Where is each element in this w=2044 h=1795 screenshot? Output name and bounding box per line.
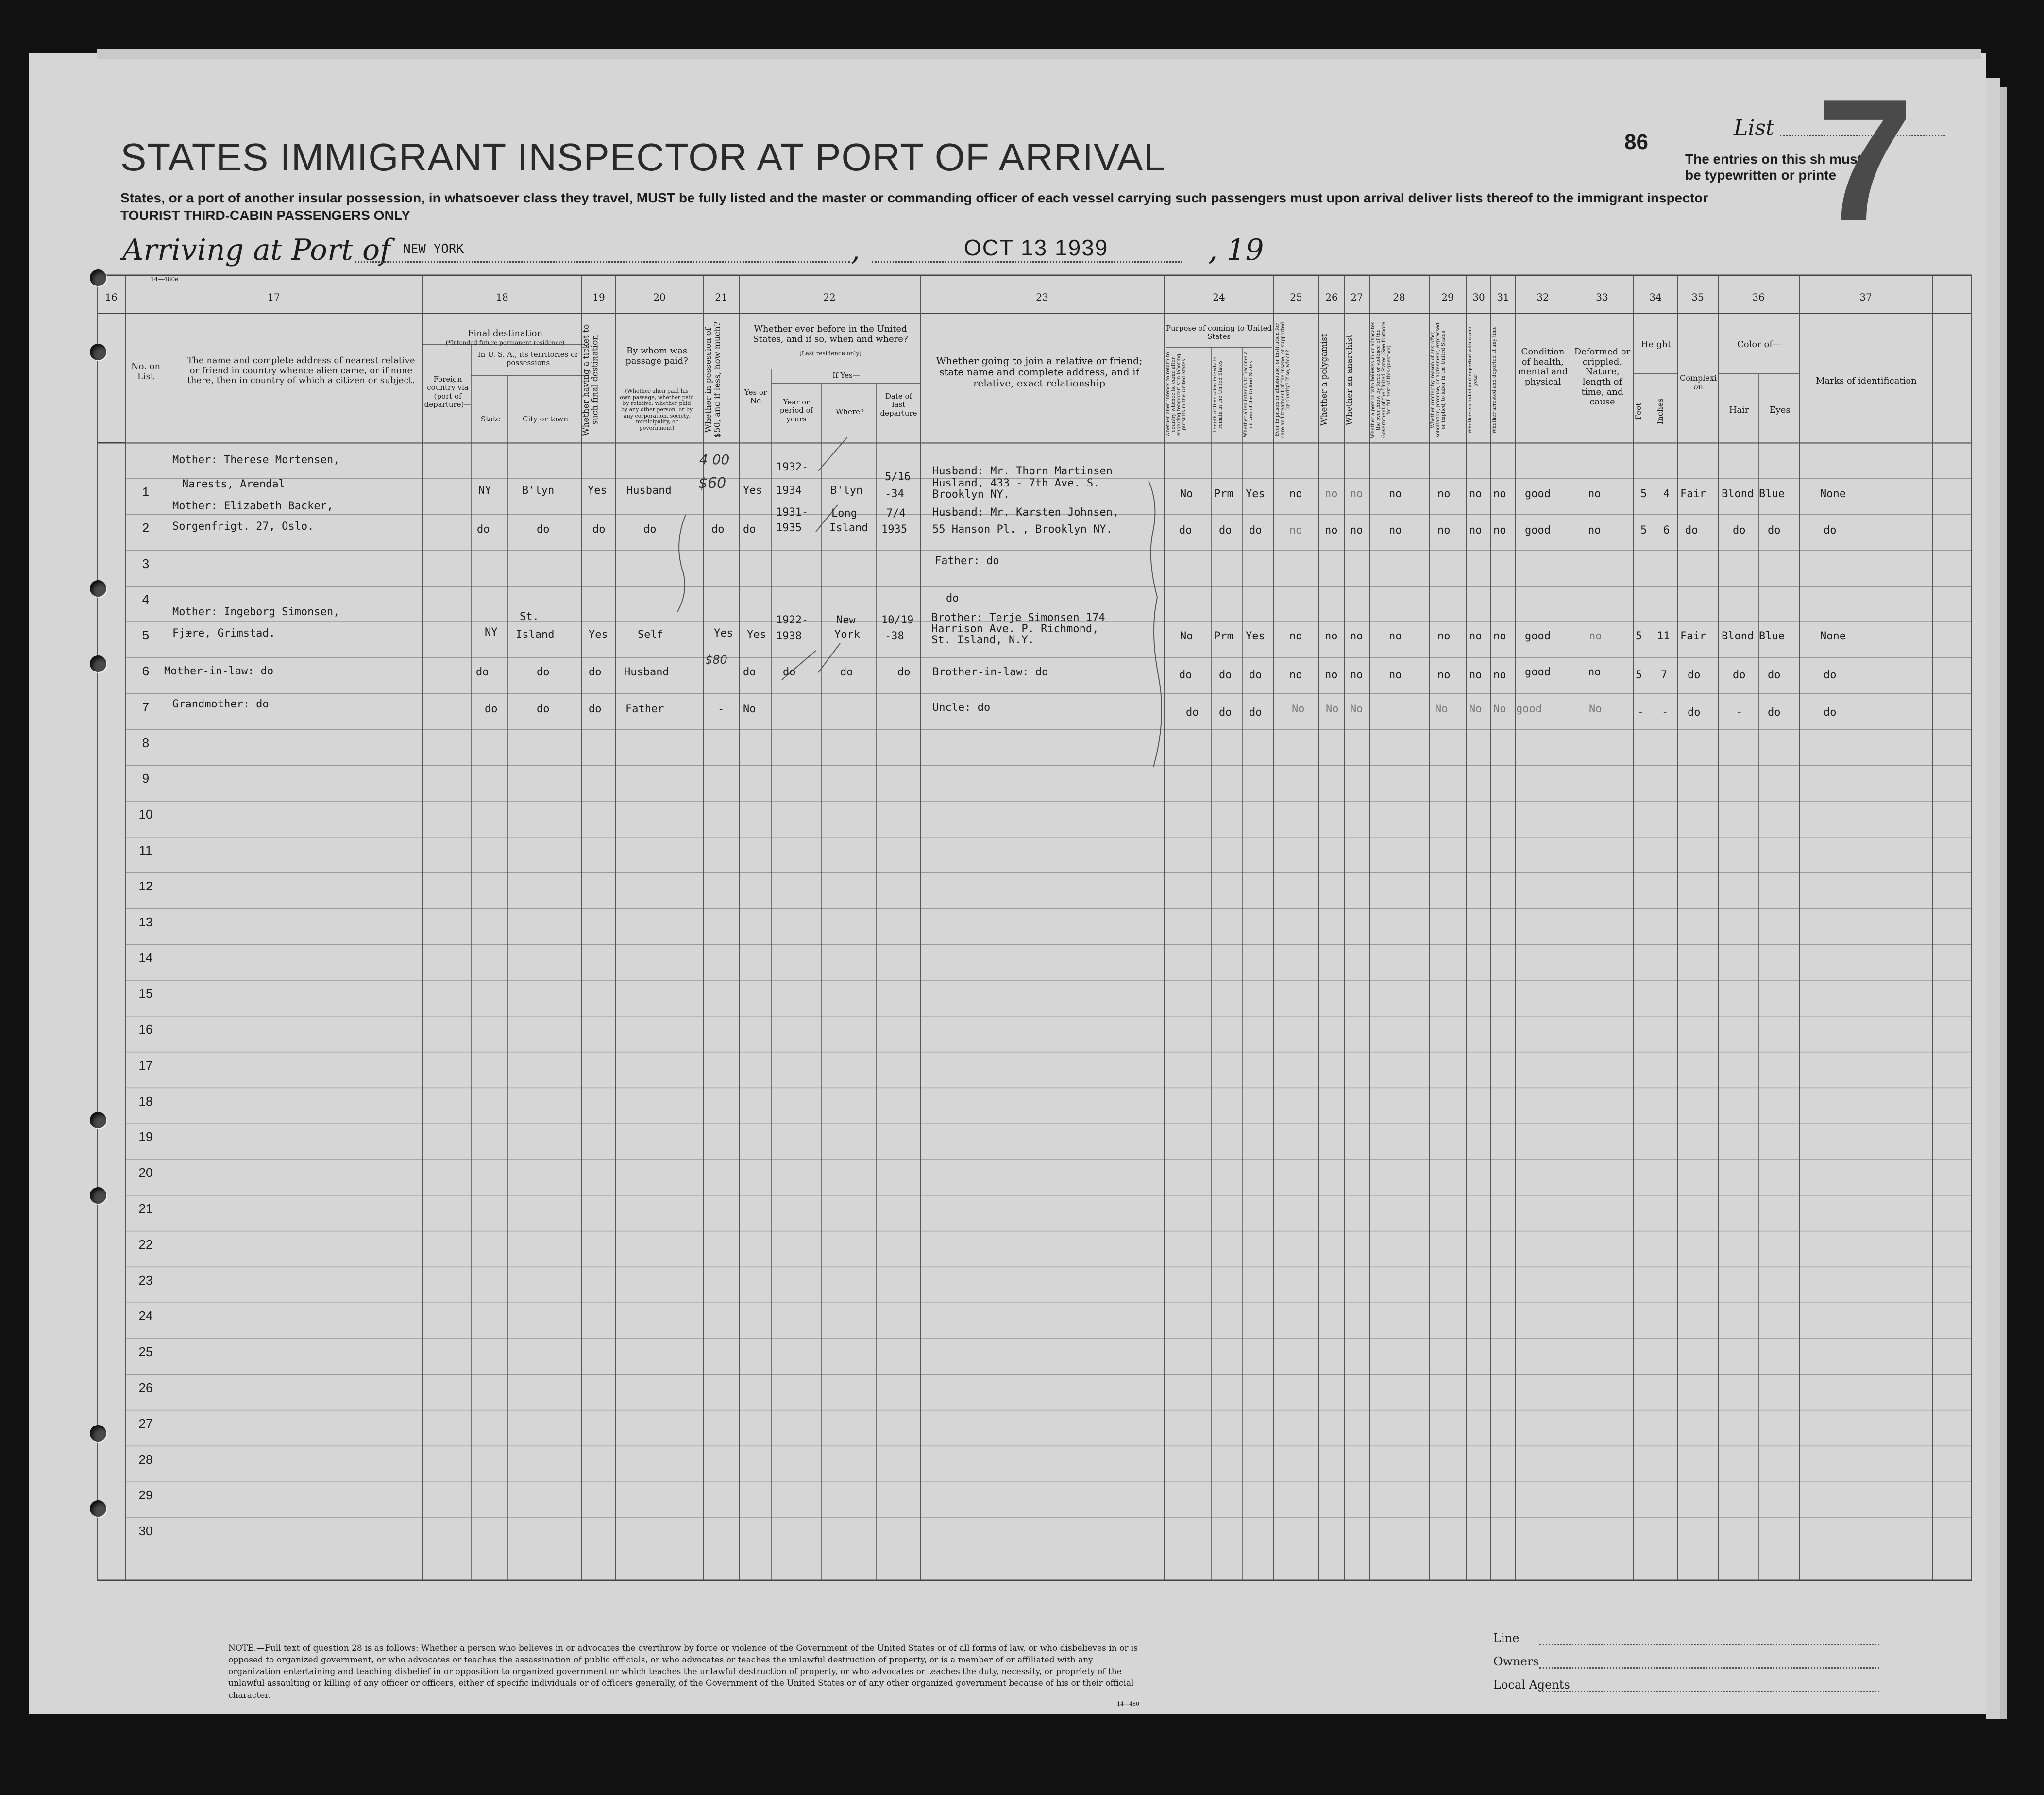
row7-state: do bbox=[485, 703, 498, 715]
row2-c31: no bbox=[1493, 524, 1506, 537]
row1-feet: 5 bbox=[1640, 488, 1647, 500]
row5-year-a: 1922- bbox=[776, 614, 809, 626]
row1-deformed: no bbox=[1588, 488, 1601, 500]
row5-relative-name: Mother: Ingeborg Simonsen, bbox=[172, 606, 340, 618]
row6-c27: no bbox=[1350, 669, 1363, 681]
row1-state: NY bbox=[478, 485, 491, 497]
col18-usa-header: In U. S. A., its territories or possessions bbox=[477, 350, 579, 368]
line-label: Line bbox=[1493, 1631, 1520, 1645]
row2-c30: no bbox=[1469, 524, 1482, 537]
binder-hole bbox=[90, 1500, 106, 1517]
binder-hole bbox=[90, 580, 106, 597]
row2-health: good bbox=[1525, 524, 1551, 537]
row2-c27: no bbox=[1350, 524, 1363, 537]
col19-header: Whether having a ticket to such final destination bbox=[581, 324, 600, 436]
row7-feet: - bbox=[1638, 706, 1644, 719]
row2-length: do bbox=[1219, 524, 1232, 537]
col22-header: Whether ever before in the United States, and if so, when and where? bbox=[753, 324, 908, 344]
row5-health: good bbox=[1525, 630, 1551, 642]
col24a-header: Whether alien intends to return to country whence he came after engaging temporarily in laboring pursuits in the United States bbox=[1166, 352, 1187, 437]
binder-hole bbox=[90, 1187, 106, 1204]
column-number: 37 bbox=[1859, 291, 1872, 303]
row2-date-a: 7/4 bbox=[886, 507, 906, 520]
col22-where-header: Where? bbox=[835, 407, 864, 416]
row-number: 12 bbox=[138, 878, 153, 893]
row5-date-a: 10/19 bbox=[881, 614, 914, 626]
row-number: 20 bbox=[138, 1165, 153, 1180]
column-number: 20 bbox=[653, 291, 666, 303]
row2-c29: no bbox=[1437, 524, 1451, 537]
row2-where-a: Long bbox=[831, 507, 857, 520]
row1-marks: None bbox=[1820, 488, 1846, 500]
row5-money: Yes bbox=[714, 627, 733, 639]
binder-hole bbox=[90, 655, 106, 672]
row-number: 14 bbox=[138, 950, 153, 965]
row7-marks: do bbox=[1824, 706, 1837, 719]
row5-date-b: -38 bbox=[885, 630, 904, 642]
row5-feet: 5 bbox=[1636, 630, 1642, 642]
col18-city-header: City or town bbox=[522, 415, 569, 423]
row-number: 3 bbox=[142, 556, 150, 571]
row6-complexion: do bbox=[1688, 669, 1701, 681]
row5-marks: None bbox=[1820, 630, 1846, 642]
row6-c26: no bbox=[1325, 669, 1338, 681]
col22-note: (Last residence only) bbox=[799, 350, 862, 357]
row1-year-b: 1934 bbox=[776, 485, 802, 497]
row5-length: Prm bbox=[1214, 630, 1233, 642]
row6-before: do bbox=[743, 666, 756, 678]
col24b-header: Length of time alien intends to remain in the United States bbox=[1213, 356, 1223, 433]
row-number: 15 bbox=[138, 986, 153, 1001]
row7-paid-by: Father bbox=[625, 703, 664, 715]
row6-year: do bbox=[783, 666, 796, 678]
row5-purpose: No bbox=[1180, 630, 1193, 642]
row2-year-b: 1935 bbox=[776, 522, 802, 534]
binder-hole bbox=[90, 1112, 106, 1128]
row7-complexion: do bbox=[1688, 706, 1701, 719]
row7-c30: No bbox=[1469, 703, 1482, 715]
row7-c25: No bbox=[1292, 703, 1305, 715]
col21-header: Whether in possession of $50, and if less, how much? bbox=[704, 321, 723, 438]
row7-c29: No bbox=[1435, 703, 1448, 715]
row1-joining-b: Husland, 433 - 7th Ave. S. bbox=[932, 477, 1100, 489]
col29-header: Whether coming by reason of any offer, solicitation, promise, or agreement, expressed or implied, to labor in the United States bbox=[1430, 322, 1446, 437]
column-number: 30 bbox=[1472, 291, 1485, 303]
row2-citizen: do bbox=[1249, 524, 1262, 537]
row5-citizen: Yes bbox=[1246, 630, 1265, 642]
col23-header: Whether going to join a relative or friend; state name and complete address, and if relative, exact relationship bbox=[936, 355, 1143, 389]
row2-complexion: do bbox=[1685, 524, 1698, 537]
row6-ticket: do bbox=[589, 666, 602, 678]
row2-eyes: do bbox=[1768, 524, 1781, 537]
row2-relative-name: Mother: Elizabeth Backer, bbox=[172, 500, 334, 512]
footer-form-number: 14—480 bbox=[1117, 1701, 1139, 1707]
row5-joining-b: Harrison Ave. P. Richmond, bbox=[931, 623, 1099, 635]
col36-hair-header: Hair bbox=[1729, 405, 1749, 415]
row2-c28: no bbox=[1389, 524, 1402, 537]
col22-date-header: Date of last departure bbox=[880, 392, 917, 418]
column-number: 25 bbox=[1290, 291, 1302, 303]
row1-date-a: 5/16 bbox=[885, 471, 911, 483]
col20-note: (Whether alien paid his own passage, whether paid by relative, whether paid by any other person, or by any corporation, society, municipality, or government) bbox=[620, 388, 694, 431]
row-number: 17 bbox=[138, 1057, 153, 1073]
binder-hole bbox=[90, 344, 106, 360]
column-number: 26 bbox=[1325, 291, 1338, 303]
row6-date: do bbox=[897, 666, 911, 678]
row6-c29: no bbox=[1437, 669, 1451, 681]
row6-city: do bbox=[537, 666, 550, 678]
row2-marks: do bbox=[1824, 524, 1837, 537]
row2-feet: 5 bbox=[1640, 524, 1647, 537]
row5-relative-address: Fjære, Grimstad. bbox=[172, 627, 275, 639]
row-number: 2 bbox=[142, 520, 150, 535]
column-number: 24 bbox=[1213, 291, 1225, 303]
row1-citizen: Yes bbox=[1246, 488, 1265, 500]
row6-marks: do bbox=[1824, 669, 1837, 681]
column-number: 16 bbox=[105, 291, 118, 303]
row6-paid-by: Husband bbox=[624, 666, 669, 678]
binder-hole bbox=[90, 269, 106, 286]
row6-length: do bbox=[1219, 669, 1232, 681]
row1-eyes: Blue bbox=[1759, 488, 1785, 500]
row2-year-a: 1931- bbox=[776, 506, 809, 519]
row1-c25: no bbox=[1289, 488, 1302, 500]
row6-hair: do bbox=[1733, 669, 1746, 681]
year-prefix: , 19 bbox=[1208, 233, 1264, 267]
col18-header: Final destination bbox=[467, 328, 543, 338]
row2-state: do bbox=[477, 523, 490, 536]
row5-state: NY bbox=[485, 626, 498, 638]
row1-relative-name: Mother: Therese Mortensen, bbox=[172, 454, 340, 466]
agents-label: Local Agents bbox=[1493, 1678, 1570, 1692]
col36-eyes-header: Eyes bbox=[1769, 405, 1791, 415]
row7-health: good bbox=[1516, 703, 1542, 715]
row5-c27: no bbox=[1350, 630, 1363, 642]
passenger-class-text: TOURIST THIRD-CABIN PASSENGERS ONLY bbox=[120, 208, 410, 223]
row7-deformed: No bbox=[1589, 703, 1602, 715]
row5-year-b: 1938 bbox=[776, 630, 802, 642]
form-number: 14—480e bbox=[151, 276, 179, 283]
list-number: 7 bbox=[1816, 63, 1914, 258]
row6-state: do bbox=[476, 666, 489, 678]
row5-complexion: Fair bbox=[1680, 630, 1706, 642]
col16-header: No. on List bbox=[131, 361, 161, 382]
column-number: 22 bbox=[823, 291, 836, 303]
column-number: 29 bbox=[1441, 291, 1454, 303]
row6-where: do bbox=[840, 666, 853, 678]
row7-purpose: do bbox=[1186, 706, 1199, 719]
row1-paid-by: Husband bbox=[626, 485, 672, 497]
row2-paid-by: do bbox=[643, 523, 657, 536]
col17-header: The name and complete address of nearest relative or friend in country whence alien came, or if none there, then in country of which a citizen or subject. bbox=[187, 355, 415, 386]
col18-state-header: State bbox=[480, 415, 501, 423]
row7-hair: - bbox=[1736, 706, 1743, 719]
row1-before: Yes bbox=[743, 485, 762, 497]
column-number: 21 bbox=[715, 291, 727, 303]
binder-hole bbox=[90, 1425, 106, 1442]
col22-ifyes-header: If Yes— bbox=[832, 371, 860, 380]
row1-joining-c: Brooklyn NY. bbox=[932, 488, 1010, 501]
row-number: 22 bbox=[138, 1237, 153, 1252]
row1-joining-a: Husband: Mr. Thorn Martinsen bbox=[932, 465, 1113, 477]
row-number: 6 bbox=[142, 664, 150, 678]
row5-city-b: Island bbox=[516, 629, 555, 641]
row-number: 25 bbox=[138, 1344, 153, 1359]
row5-inches: 11 bbox=[1657, 630, 1670, 642]
row2-where-b: Island bbox=[829, 522, 868, 534]
column-number: 36 bbox=[1752, 291, 1765, 303]
column-number: 17 bbox=[268, 291, 280, 303]
col24c-header: Whether alien intends to become a citizen of the United States bbox=[1243, 351, 1254, 438]
row5-eyes: Blue bbox=[1759, 630, 1785, 642]
row1-city: B'lyn bbox=[522, 485, 555, 497]
row5-before: Yes bbox=[747, 629, 766, 641]
col30-header: Whether excluded and deported within one year bbox=[1468, 326, 1478, 434]
row6-feet: 5 bbox=[1636, 669, 1642, 681]
row-number: 29 bbox=[138, 1488, 153, 1503]
row-number: 24 bbox=[138, 1309, 153, 1324]
col34-inches-header: Inches bbox=[1655, 398, 1665, 425]
row6-inches: 7 bbox=[1661, 669, 1668, 681]
column-number: 27 bbox=[1351, 291, 1363, 303]
row-number: 1 bbox=[142, 485, 150, 499]
row-number: 18 bbox=[138, 1093, 153, 1108]
row5-joining-a: Brother: Terje Simonsen 174 bbox=[931, 612, 1105, 624]
row1-c29: no bbox=[1437, 488, 1451, 500]
row5-city-a: St. bbox=[520, 611, 539, 623]
row6-c31: no bbox=[1493, 669, 1506, 681]
entries-note: The entries on this sh must bbox=[1685, 151, 1862, 167]
row1-purpose: No bbox=[1180, 488, 1193, 500]
column-number: 34 bbox=[1649, 291, 1662, 303]
col37-header: Marks of identification bbox=[1816, 376, 1917, 386]
row1-c26: no bbox=[1325, 488, 1338, 500]
row5-joining-c: St. Island, N.Y. bbox=[931, 634, 1034, 646]
arriving-label: Arriving at Port of bbox=[122, 233, 391, 267]
row1-where: B'lyn bbox=[830, 485, 863, 497]
row1-health: good bbox=[1525, 488, 1551, 500]
col28-header: Whether a person who believes in or advocates the overthrow by force or violence of the Government of the United States (See footnote for full text of this question) bbox=[1370, 321, 1392, 438]
row1-complexion: Fair bbox=[1680, 488, 1706, 500]
col32-header: Condition of health, mental and physical bbox=[1518, 347, 1568, 387]
row2-relative-address: Sorgenfrigt. 27, Oslo. bbox=[172, 520, 314, 533]
column-number: 19 bbox=[592, 291, 605, 303]
row1-relative-address: Narests, Arendal bbox=[182, 478, 285, 490]
row6-health: good bbox=[1525, 666, 1551, 678]
row5-hair: Blond bbox=[1722, 630, 1754, 642]
row5-where-a: New bbox=[836, 614, 856, 626]
row2-before: do bbox=[743, 523, 756, 536]
row1-date-b: -34 bbox=[885, 488, 904, 500]
row5-ticket: Yes bbox=[589, 629, 608, 641]
column-number: 18 bbox=[496, 291, 508, 303]
row-number: 19 bbox=[138, 1129, 153, 1144]
row1-c31: no bbox=[1493, 488, 1506, 500]
port-value: NEW YORK bbox=[403, 242, 464, 256]
row7-city: do bbox=[537, 703, 550, 715]
column-number: 35 bbox=[1691, 291, 1704, 303]
row4-joining: do bbox=[946, 592, 959, 604]
row-number: 16 bbox=[138, 1022, 153, 1037]
row-number: 21 bbox=[138, 1201, 153, 1216]
row5-c29: no bbox=[1437, 630, 1451, 642]
row2-city: do bbox=[537, 523, 550, 536]
page-number: 86 bbox=[1624, 130, 1648, 154]
row1-c27: no bbox=[1350, 488, 1363, 500]
entries-note-2: be typewritten or printe bbox=[1685, 168, 1837, 183]
col22-year-header: Year or period of years bbox=[779, 398, 813, 423]
row6-purpose: do bbox=[1179, 669, 1192, 681]
col36-header: Color of— bbox=[1737, 339, 1782, 350]
col33-header: Deformed or crippled. Nature, length of time, and cause bbox=[1574, 347, 1631, 407]
row6-citizen: do bbox=[1249, 669, 1262, 681]
row2-c25: no bbox=[1289, 524, 1302, 537]
column-number: 32 bbox=[1537, 291, 1549, 303]
row1-c28: no bbox=[1389, 488, 1402, 500]
row2-deformed: no bbox=[1588, 524, 1601, 537]
page-title: STATES IMMIGRANT INSPECTOR AT PORT OF ARRIVAL bbox=[120, 135, 1166, 179]
row6-c28: no bbox=[1389, 669, 1402, 681]
row2-hair: do bbox=[1733, 524, 1746, 537]
col20-header: By whom was passage paid? bbox=[625, 346, 688, 366]
row7-c27: No bbox=[1350, 703, 1363, 715]
row5-paid-by: Self bbox=[638, 629, 663, 641]
row7-relative: Grandmother: do bbox=[172, 698, 269, 710]
row2-joining-a: Husband: Mr. Karsten Johnsen, bbox=[932, 506, 1119, 519]
footnote-question-28: NOTE.—Full text of question 28 is as follows: Whether a person who believes in or advocates the overthrow by force or violence of the Government of the United States or of all forms of law, or who disbelieves in or is opposed to organized government, or who advocates or teaches the assassination of public officials, or who advocates or teaches the unlawful destruction of property, or is a member of or affiliated with any organization entertaining and teaching disbelief in or opposition to organized government or which teaches the unlawful destruction of property, or who advocates or teaches the duty, necessity, or propriety of the unlawful assaulting or killing of any officer or officers, either of specific individuals or of officers generally, of the Government of the United States or of any other organized government because of his or their official character. bbox=[228, 1644, 1138, 1700]
row7-c26: No bbox=[1326, 703, 1339, 715]
col26-header: Whether a polygamist bbox=[1319, 334, 1329, 426]
col34-feet-header: Feet bbox=[1634, 403, 1643, 420]
row6-c30: no bbox=[1469, 669, 1482, 681]
row-number: 11 bbox=[139, 843, 152, 857]
owners-label: Owners bbox=[1493, 1655, 1539, 1668]
row-number: 13 bbox=[138, 914, 153, 929]
row-number: 9 bbox=[142, 771, 150, 786]
row7-joining: Uncle: do bbox=[932, 702, 991, 714]
list-label: List bbox=[1734, 116, 1774, 140]
row5-c26: no bbox=[1325, 630, 1338, 642]
row2-ticket: do bbox=[592, 523, 606, 536]
col18-foreign-header: Foreign country via (port of departure)— bbox=[424, 375, 472, 409]
row1-inches: 4 bbox=[1663, 488, 1670, 500]
col24-header: Purpose of coming to United States bbox=[1166, 324, 1272, 341]
row7-inches: - bbox=[1662, 706, 1669, 719]
comma: , bbox=[851, 233, 861, 267]
row7-citizen: do bbox=[1249, 706, 1262, 719]
row5-where-b: York bbox=[834, 629, 860, 641]
row-number: 4 bbox=[142, 592, 150, 607]
row1-ticket: Yes bbox=[588, 485, 607, 497]
row7-money: - bbox=[718, 703, 725, 715]
row7-eyes: do bbox=[1768, 706, 1781, 719]
row7-before: No bbox=[743, 703, 756, 715]
col31-header: Whether arrested and deported at any time bbox=[1492, 326, 1497, 434]
arrival-date: OCT 13 1939 bbox=[964, 235, 1109, 260]
row-number: 26 bbox=[138, 1380, 153, 1395]
row-number: 8 bbox=[142, 735, 150, 750]
row1-c30: no bbox=[1469, 488, 1482, 500]
row5-c25: no bbox=[1289, 630, 1302, 642]
row2-joining-b: 55 Hanson Pl. , Brooklyn NY. bbox=[932, 523, 1113, 536]
row1-money: $60 bbox=[698, 475, 726, 492]
row2-date-b: 1935 bbox=[881, 523, 907, 536]
col27-header: Whether an anarchist bbox=[1345, 334, 1354, 426]
owners-dotted bbox=[1539, 1667, 1879, 1669]
agents-dotted bbox=[1539, 1691, 1879, 1692]
row1-length: Prm bbox=[1214, 488, 1233, 500]
row-number: 27 bbox=[138, 1416, 153, 1431]
col34-header: Height bbox=[1640, 339, 1672, 350]
row5-c28: no bbox=[1389, 630, 1402, 642]
column-number: 23 bbox=[1036, 291, 1048, 303]
row5-deformed: no bbox=[1589, 630, 1602, 642]
row2-c26: no bbox=[1325, 524, 1338, 537]
row-number: 7 bbox=[142, 699, 150, 714]
col35-header: Complexion bbox=[1679, 373, 1717, 392]
row6-deformed: no bbox=[1588, 666, 1601, 678]
row-number: 10 bbox=[138, 807, 153, 822]
row-number: 5 bbox=[142, 628, 150, 643]
col18-note: (*Intended future permanent residence) bbox=[445, 339, 565, 346]
row6-c25: no bbox=[1289, 669, 1302, 681]
row7-ticket: do bbox=[589, 703, 602, 715]
column-number: 33 bbox=[1596, 291, 1608, 303]
row7-length: do bbox=[1219, 706, 1232, 719]
col25-header: Ever in prison or almshouse, or institution for care and treatment of the insane, or supported by charity? If so, which? bbox=[1275, 322, 1291, 438]
row2-purpose: do bbox=[1179, 524, 1192, 537]
row6-joining: Brother-in-law: do bbox=[932, 666, 1048, 678]
row6-relative: Mother-in-law: do bbox=[164, 665, 274, 677]
row-number: 28 bbox=[138, 1452, 153, 1467]
row1-hair: Blond bbox=[1722, 488, 1754, 500]
handwritten-amount: 4 00 bbox=[699, 452, 730, 468]
row-number: 23 bbox=[138, 1273, 153, 1288]
row7-c31: No bbox=[1493, 703, 1506, 715]
row-number: 30 bbox=[138, 1524, 153, 1539]
row1-year-a: 1932- bbox=[776, 461, 809, 473]
row3-joining: Father: do bbox=[935, 555, 999, 567]
row2-money: do bbox=[711, 523, 725, 536]
row2-inches: 6 bbox=[1663, 524, 1670, 537]
instructions-text: States, or a port of another insular possession, in whatsoever class they travel, MUST be fully listed and the master or commanding officer of each vessel carrying such passengers must upon arrival deliver lists thereof to the immigrant inspector bbox=[120, 190, 1708, 205]
row5-c30: no bbox=[1469, 630, 1482, 642]
row6-eyes: do bbox=[1768, 669, 1781, 681]
row6-money: $80 bbox=[705, 653, 727, 667]
line-dotted bbox=[1539, 1644, 1879, 1645]
column-number: 31 bbox=[1497, 291, 1509, 303]
column-number: 28 bbox=[1393, 291, 1405, 303]
row5-c31: no bbox=[1493, 630, 1506, 642]
col22-yesno-header: Yes or No bbox=[744, 388, 767, 405]
